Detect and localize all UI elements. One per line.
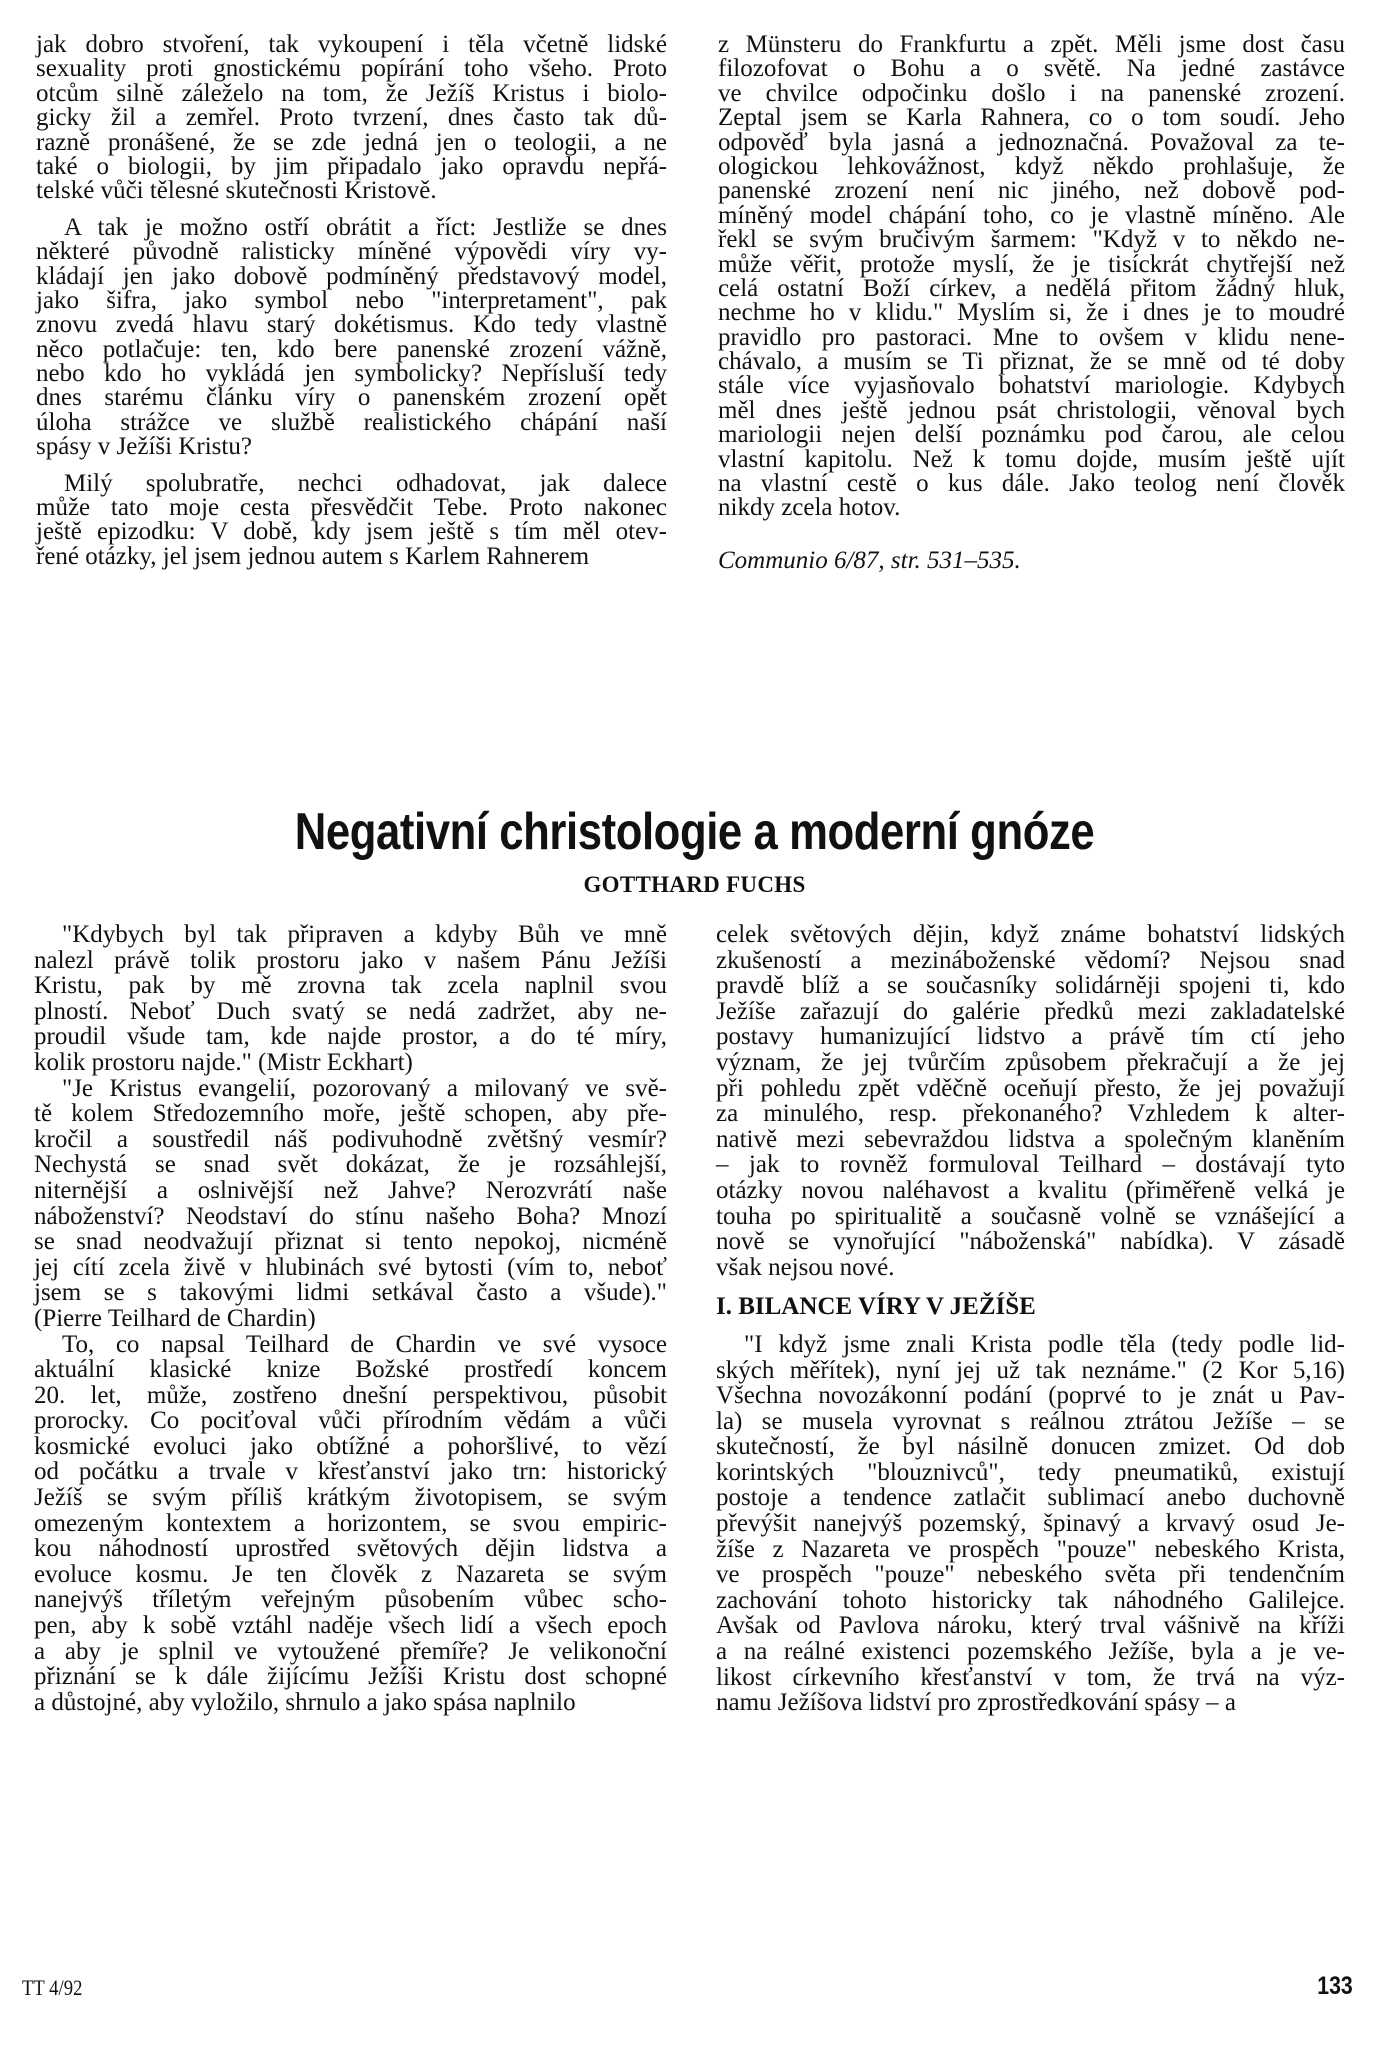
- paragraph: [716, 1332, 1345, 1716]
- paragraph: [36, 213, 667, 461]
- text-line: úloha strážce ve službě realistického chápání naší: [36, 408, 667, 436]
- text-line: jako šifra, jako symbol nebo "interpretament", pak: [36, 286, 667, 314]
- text-line: kolik prostoru najde." (Mistr Eckhart): [34, 1048, 413, 1076]
- text-line: mariologii nejen delší poznámku pod čarou, ale celou: [718, 421, 1345, 449]
- paragraph: [718, 33, 1345, 521]
- source-citation: Communio 6/87, str. 531–535.: [718, 546, 1021, 574]
- paragraph: [34, 1076, 667, 1332]
- text-line: za minulého, resp. překonaného? Vzhledem k alter-: [716, 1100, 1345, 1128]
- issue-label: TT 4/92: [22, 1975, 83, 2000]
- text-line: řené otázky, jel jsem jednou autem s Karlem Rahnerem: [36, 542, 590, 570]
- paragraph: [34, 1332, 667, 1716]
- text-line: kročil a soustředil náš podivuhodně zvětšný vesmír?: [34, 1125, 667, 1153]
- text-line: nativě mezi sebevraždou lidstva a společným klaněním: [716, 1125, 1345, 1153]
- text-line: nikdy zcela hotov.: [718, 494, 901, 522]
- text-line: však nejsou nové.: [716, 1253, 895, 1281]
- text-line: ve prospěch "pouze" nebeského světa při tendenčním: [716, 1561, 1345, 1589]
- text-line: gicky žil a zemřel. Proto tvrzení, dnes často tak dů-: [36, 104, 667, 132]
- article-left-column: [34, 922, 667, 1715]
- article-author: GOTTHARD FUCHS: [583, 872, 806, 897]
- text-line: odpověď byla jasná a jednoznačná. Považoval za te-: [718, 128, 1345, 156]
- text-line: přiznání se k dále žijícímu Ježíši Kristu dost schopné: [34, 1663, 667, 1691]
- text-line: nechme ho v klidu." Myslím si, že i dnes je to moudré: [718, 299, 1345, 327]
- article-right-column: [716, 922, 1345, 1716]
- text-line: tě kolem Středozemního moře, ještě schopen, aby pře-: [34, 1100, 667, 1128]
- text-line: žíše z Nazareta ve prospěch "pouze" nebeského Krista,: [716, 1535, 1345, 1563]
- text-line: může věřit, protože myslí, že je tisíckrát chytřejší než: [718, 250, 1345, 278]
- citation-block: [718, 546, 1345, 574]
- text-line: razně pronášené, že se zde jedná jen o teologii, a ne: [36, 128, 667, 156]
- paragraph: [36, 33, 667, 204]
- text-line: Zeptal jsem se Karla Rahnera, co o tom soudí. Jeho: [718, 104, 1345, 132]
- text-line: proudil všude tam, kde najde prostor, a do té míry,: [34, 1023, 667, 1051]
- text-line: – jak to rovněž formuloval Teilhard – dostávají tyto: [716, 1151, 1345, 1179]
- text-line: při pohledu zpět vděčně oceňují přesto, že jej považují: [716, 1074, 1345, 1102]
- text-line: něco potlačuje: ten, kdo bere panenské zrození vážně,: [36, 335, 667, 363]
- text-line: la) se musela vyrovnat s reálnou ztrátou Ježíše – se: [716, 1407, 1345, 1435]
- text-line: namu Ježíšova lidství pro zprostředkování spásy – a: [716, 1689, 1237, 1717]
- text-line: může tato moje cesta přesvědčit Tebe. Proto nakonec: [36, 494, 667, 522]
- page-number: 133: [1317, 1972, 1353, 2000]
- text-line: zkušeností a mezináboženské vědomí? Nejsou snad: [716, 946, 1345, 974]
- text-line: celek světových dějin, když známe bohatství lidských: [716, 921, 1345, 948]
- text-line: Nechystá se snad svět dokázat, že je rozsáhlejší,: [34, 1151, 667, 1179]
- text-line: řekl se svým bručivým šarmem: "Když v to někdo ne-: [718, 226, 1345, 254]
- text-line: Ježíš se svým příliš krátkým životopisem, se svým: [34, 1484, 667, 1512]
- text-line: likost církevního křesťanství v tom, že trvá na výz-: [716, 1663, 1345, 1691]
- text-line: "Kdybych byl tak připraven a kdyby Bůh ve mně: [62, 921, 667, 948]
- text-line: převýšit nanejvýš pozemský, špinavý a krvavý osud Je-: [716, 1510, 1345, 1538]
- text-line: postavy humanizující lidstvo a právě tím ctí jeho: [716, 1023, 1345, 1051]
- text-line: ských měřítek), nyní jej už tak neznáme." (2 Kor 5,16): [716, 1356, 1345, 1384]
- text-line: znovu zvedá hlavu starý dokétismus. Kdo tedy vlastně: [36, 311, 667, 339]
- text-line: ještě epizodku: V době, kdy jsem ještě s tím měl otev-: [36, 518, 667, 546]
- text-line: od počátku a trvale v křesťanství jako trn: historický: [34, 1458, 667, 1486]
- text-line: a důstojné, aby vyložilo, shrnulo a jako spása naplnilo: [34, 1688, 576, 1716]
- text-line: míněný model chápání toho, co je vlastně míněno. Ale: [718, 201, 1345, 229]
- text-line: telské vůči tělesné skutečnosti Kristově.: [36, 177, 437, 205]
- text-line: se snad neodvažují přiznat si tento nepokoj, nicméně: [34, 1228, 667, 1256]
- text-line: některé původně ralisticky míněné výpovědi víry vy-: [36, 238, 667, 266]
- text-line: zachování tohoto historicky tak náhodného Galilejce.: [716, 1586, 1345, 1614]
- text-line: To, co napsal Teilhard de Chardin ve své vysoce: [62, 1330, 667, 1358]
- text-line: celá ostatní Boží církev, a nedělá přitom žádný hluk,: [718, 274, 1345, 302]
- text-line: a na reálné existenci pozemského Ježíše, byla a je ve-: [716, 1638, 1345, 1666]
- text-line: nalezl právě tolik prostoru jako v našem Pánu Ježíši: [34, 946, 667, 974]
- text-line: nanejvýš tříletým veřejným působením vůbec scho-: [34, 1586, 667, 1614]
- text-line: jak dobro stvoření, tak vykoupení i těla včetně lidské: [36, 31, 667, 58]
- text-line: měl dnes ještě jednou psát christologii, věnoval bych: [718, 396, 1345, 424]
- text-line: otcům silně záleželo na tom, že Ježíš Kristus i biolo-: [36, 79, 667, 107]
- text-line: Ježíše zařazují do galérie předků mezi zakladatelské: [716, 997, 1345, 1025]
- text-line: spásy v Ježíši Kristu?: [36, 433, 252, 461]
- text-line: filozofovat o Bohu a o světě. Na jedné zastávce: [718, 55, 1345, 83]
- text-line: panenské zrození není nic jiného, než dobově pod-: [718, 177, 1345, 205]
- text-line: jsem se s takovými lidmi setkával často a všude).": [34, 1279, 667, 1307]
- text-line: skutečností, že byl násilně donucen zmizet. Od dob: [716, 1433, 1345, 1461]
- text-line: touha po spiritualitě a současně volně se vznášející a: [716, 1202, 1345, 1230]
- text-line: kou náhodností uprostřed světových dějin lidstva a: [34, 1535, 667, 1563]
- prev-article-right-column: [718, 33, 1345, 573]
- text-line: ve chvilce odpočinku došlo i na panenské zrození.: [718, 79, 1345, 107]
- text-line: otázky novou naléhavost a kvalitu (přiměřeně velká je: [716, 1176, 1345, 1204]
- text-line: plností. Neboť Duch svatý se nedá zadržet, aby ne-: [34, 997, 667, 1025]
- text-line: "I když jsme znali Krista podle těla (tedy podle lid-: [744, 1330, 1345, 1358]
- text-line: korintských "blouznivců", tedy pneumatiků, existují: [716, 1458, 1345, 1486]
- paragraph: [36, 469, 667, 570]
- text-line: prorocky. Co pociťoval vůči přírodním vědám a vůči: [34, 1407, 667, 1435]
- text-line: postoje a tendence zatlačit sublimací anebo duchovně: [716, 1484, 1345, 1512]
- text-line: nově se vynořující "náboženská" nabídka). V zásadě: [716, 1228, 1345, 1256]
- text-line: 20. let, může, zostřeno dnešní perspektivou, působit: [34, 1381, 667, 1409]
- text-line: Milý spolubratře, nechci odhadovat, jak dalece: [64, 469, 667, 497]
- text-line: kosmické evoluci jako obtížné a pohoršlivé, to vězí: [34, 1432, 667, 1460]
- text-line: A tak je možno ostří obrátit a říct: Jestliže se dnes: [64, 213, 667, 241]
- text-line: omezeným kontextem a horizontem, se svou empiric-: [34, 1509, 667, 1537]
- section-heading: I. BILANCE VÍRY V JEŽÍŠE: [716, 1293, 1036, 1321]
- text-line: Kristu, pak by mě zrovna tak zcela naplnil svou: [34, 972, 667, 1000]
- text-line: na vlastní cestě o kus dále. Jako teolog není člověk: [718, 470, 1345, 498]
- text-line: význam, že jej tvůrčím způsobem překračují a že jej: [716, 1048, 1345, 1076]
- text-line: také o biologii, by jim připadalo jako opravdu nepřá-: [36, 152, 667, 180]
- text-line: z Münsteru do Frankfurtu a zpět. Měli jsme dost času: [718, 31, 1345, 58]
- text-line: pravidlo pro pastoraci. Mne to ovšem v klidu nene-: [718, 323, 1345, 351]
- text-line: jej cítí zcela živě v hlubinách své bytosti (vím to, neboť: [34, 1253, 667, 1281]
- text-line: vlastní kapitolu. Než k tomu dojde, musím ještě ujít: [718, 445, 1345, 473]
- text-line: stále více vyjasňovalo bohatství mariologie. Kdybych: [718, 372, 1345, 400]
- text-line: sexuality proti gnostickému popírání toho všeho. Proto: [36, 55, 667, 83]
- text-line: evoluce kosmu. Je ten člověk z Nazareta se svým: [34, 1560, 667, 1588]
- text-line: chávalo, a musím se Ti přiznat, že se mně od té doby: [718, 348, 1345, 376]
- text-line: pen, aby k sobě vztáhl naděje všech lidí a všech epoch: [34, 1612, 667, 1640]
- text-line: aktuální klasické knize Božské prostředí koncem: [34, 1356, 667, 1384]
- text-line: Všechna novozákonní podání (poprvé to je znát u Pav-: [716, 1382, 1345, 1410]
- text-line: a aby je splnil ve vytoužené přemíře? Je velikonoční: [34, 1637, 667, 1665]
- prev-article-left-column: [36, 33, 667, 569]
- text-line: kládají jen jako dobově podmíněný představový model,: [36, 262, 667, 290]
- text-line: náboženství? Neodstaví do stínu našeho Boha? Mnozí: [34, 1202, 667, 1230]
- text-line: ologickou lehkovážnost, když někdo prohlašuje, že: [718, 152, 1345, 180]
- text-line: (Pierre Teilhard de Chardin): [34, 1304, 316, 1332]
- paragraph: [716, 922, 1345, 1280]
- text-line: dnes starému článku víry o panenském zrození opět: [36, 384, 667, 412]
- text-line: pravdě blíž a se současníky solidárněji spojeni ti, kdo: [716, 972, 1345, 1000]
- text-line: niternější a oslnivější než Jahve? Nerozvrátí naše: [34, 1176, 667, 1204]
- paragraph: [34, 922, 667, 1076]
- text-line: Avšak od Pavlova nároku, který trval vášnivě na kříži: [716, 1612, 1345, 1640]
- text-line: nebo kdo ho vykládá jen symbolicky? Nepřísluší tedy: [36, 360, 667, 388]
- text-line: "Je Kristus evangelií, pozorovaný a milovaný ve svě-: [62, 1074, 667, 1102]
- article-title: Negativní christologie a moderní gnóze: [294, 803, 1095, 861]
